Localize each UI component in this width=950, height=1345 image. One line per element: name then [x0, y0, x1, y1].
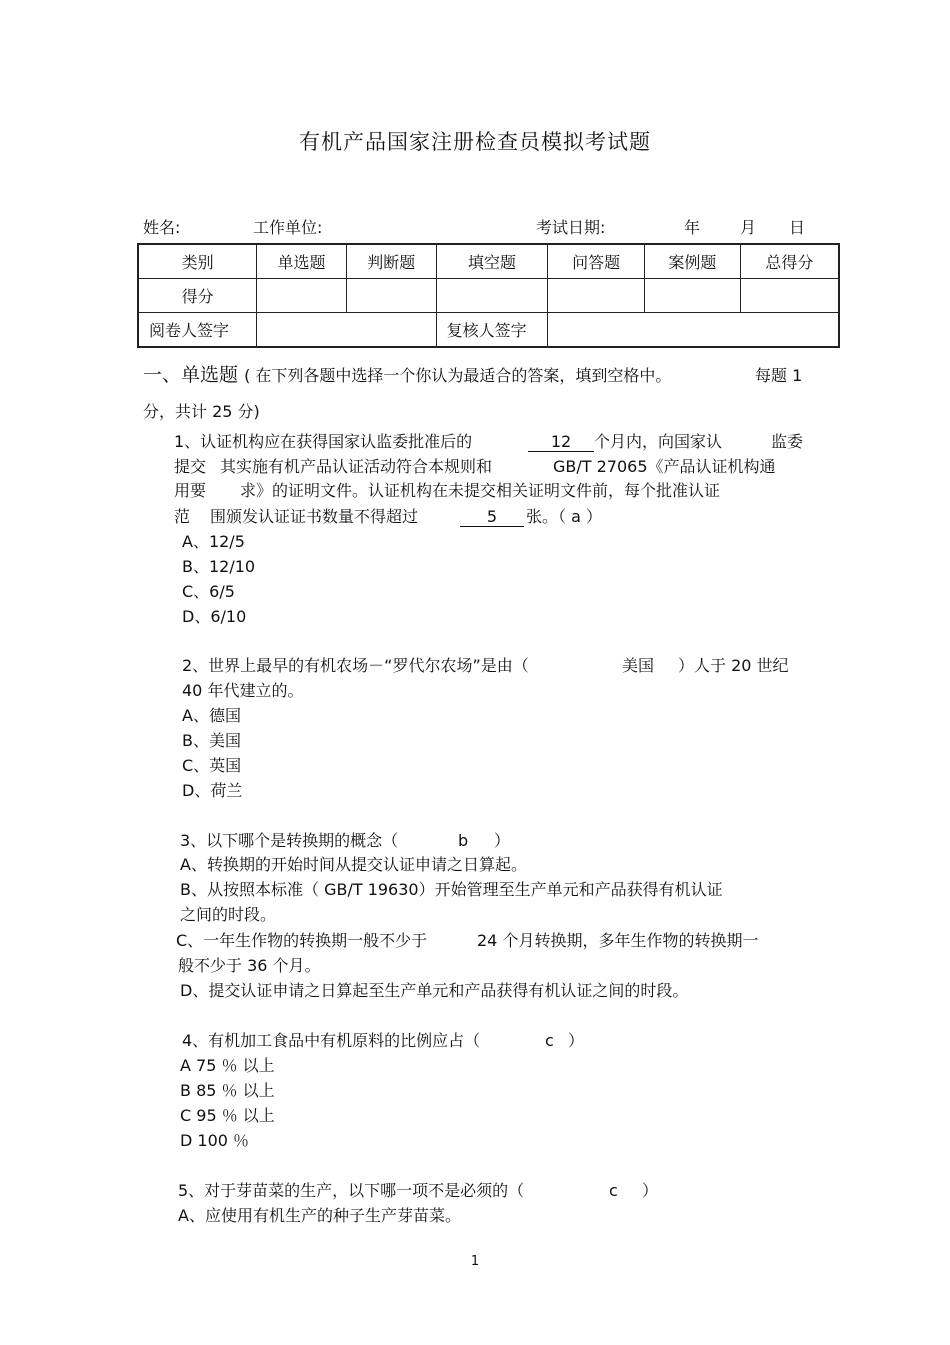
page-number: 1: [470, 1254, 480, 1269]
q1-line1b: 个月内，向国家认: [594, 432, 723, 451]
q3-option-c-mid: 24 个月转换期，多年生作物的转换期一: [477, 931, 759, 950]
q1-line1c: 监委: [771, 432, 804, 451]
q4-line1b: ）: [568, 1031, 585, 1050]
header-total-score: 总得分: [740, 244, 839, 279]
section-instruction-cont: 分，共计 25 分): [143, 402, 260, 421]
score-cell[interactable]: [548, 279, 645, 313]
q1-line2c: GB/T 27065《产品认证机构通: [553, 457, 776, 476]
header-category: 类别: [138, 244, 257, 279]
q1-blank1: [528, 434, 594, 452]
q1-line4c: 张。（ a ）: [526, 507, 602, 526]
page-title: 有机产品国家注册检查员模拟考试题: [299, 130, 651, 154]
q3-line1a: 3、以下哪个是转换期的概念（: [180, 831, 399, 850]
score-table: [137, 243, 840, 348]
q4-option-d: D 100 ％: [180, 1131, 250, 1150]
q1-line3b: 求》的证明文件。认证机构在未提交相关证明文件前，每个批准认证: [240, 481, 721, 500]
q1-line4a: 范: [174, 507, 191, 526]
header-true-false: 判断题: [346, 244, 436, 279]
work-unit-label: 工作单位:: [253, 218, 323, 237]
q3-option-a: A、转换期的开始时间从提交认证申请之日算起。: [180, 855, 527, 874]
score-table-header-row: [138, 244, 839, 279]
header-fill-blank: 填空题: [436, 244, 548, 279]
header-short-answer: 问答题: [548, 244, 645, 279]
q2-line2: 40 年代建立的。: [182, 681, 304, 700]
q4-line1a: 4、有机加工食品中有机原料的比例应占（: [182, 1031, 481, 1050]
score-cell[interactable]: [645, 279, 741, 313]
q5-answer: c: [609, 1181, 618, 1200]
q3-option-d: D、提交认证申请之日算起至生产单元和产品获得有机认证之间的时段。: [180, 981, 689, 1000]
month-label: 月: [740, 218, 757, 237]
q1-line1a: 1、认证机构应在获得国家认监委批准后的: [174, 432, 473, 451]
q3-option-b: B、从按照本标准（ GB/T 19630）开始管理至生产单元和产品获得有机认证: [180, 880, 723, 899]
q3-option-b-cont: 之间的时段。: [180, 905, 277, 924]
q2-option-b: B、美国: [182, 731, 241, 750]
q2-line1a: 2、世界上最早的有机农场－“罗代尔农场”是由（: [182, 656, 529, 675]
score-cell[interactable]: [257, 279, 347, 313]
reviewer-signature-label: 复核人签字: [436, 313, 548, 348]
q4-answer: c: [545, 1031, 554, 1050]
q1-line2b: 其实施有机产品认证活动符合本规则和: [220, 457, 493, 476]
q4-option-c: C 95 ％ 以上: [180, 1106, 275, 1125]
q1-line3a: 用要: [174, 481, 207, 500]
name-label: 姓名:: [143, 218, 181, 237]
exam-date-label: 考试日期:: [536, 218, 606, 237]
header-case-study: 案例题: [645, 244, 741, 279]
q1-line4b: 围颁发认证证书数量不得超过: [210, 507, 419, 526]
score-cell[interactable]: [740, 279, 839, 313]
q3-option-c-cont: 般不少于 36 个月。: [178, 956, 321, 975]
q1-blank2: [460, 509, 524, 527]
q2-option-d: D、荷兰: [182, 781, 243, 800]
header-single-choice: 单选题: [257, 244, 347, 279]
q3-option-c: C、一年生作物的转换期一般不少于: [176, 931, 428, 950]
score-cell[interactable]: [346, 279, 436, 313]
q1-line2a: 提交: [174, 457, 207, 476]
q2-answer: 美国: [622, 656, 655, 675]
grader-signature-cell[interactable]: [257, 313, 436, 348]
q4-option-b: B 85 ％ 以上: [180, 1081, 275, 1100]
day-label: 日: [789, 218, 806, 237]
q5-line1b: ）: [642, 1181, 659, 1200]
q1-blank2-answer: 5: [460, 509, 524, 527]
q2-line1b: ）人于 20 世纪: [678, 656, 789, 675]
signature-row: [138, 313, 839, 348]
score-row-label: 得分: [138, 279, 257, 313]
q1-option-d: D、6/10: [182, 607, 247, 626]
q1-blank1-answer: 12: [528, 434, 594, 452]
q1-option-a: A、12/5: [182, 532, 245, 551]
reviewer-signature-cell[interactable]: [548, 313, 839, 348]
section-title: 一、单选题: [143, 364, 239, 386]
q5-line1a: 5、对于芽苗菜的生产，以下哪一项不是必须的（: [178, 1181, 525, 1200]
section-heading: [143, 366, 671, 385]
year-label: 年: [684, 218, 701, 237]
q2-option-c: C、英国: [182, 756, 242, 775]
q2-option-a: A、德国: [182, 706, 241, 725]
q4-option-a: A 75 ％ 以上: [180, 1056, 275, 1075]
q5-option-a: A、应使用有机生产的种子生产芽苗菜。: [178, 1206, 461, 1225]
score-row: [138, 279, 839, 313]
score-cell[interactable]: [436, 279, 548, 313]
q3-line1b: ）: [494, 831, 511, 850]
q1-option-c: C、6/5: [182, 582, 235, 601]
grader-signature-label: 阅卷人签字: [138, 313, 257, 348]
q3-answer: b: [458, 831, 469, 850]
section-per-question: 每题 1: [755, 366, 803, 385]
section-instruction: ( 在下列各题中选择一个你认为最适合的答案，填到空格中。: [244, 366, 672, 385]
q1-option-b: B、12/10: [182, 557, 256, 576]
